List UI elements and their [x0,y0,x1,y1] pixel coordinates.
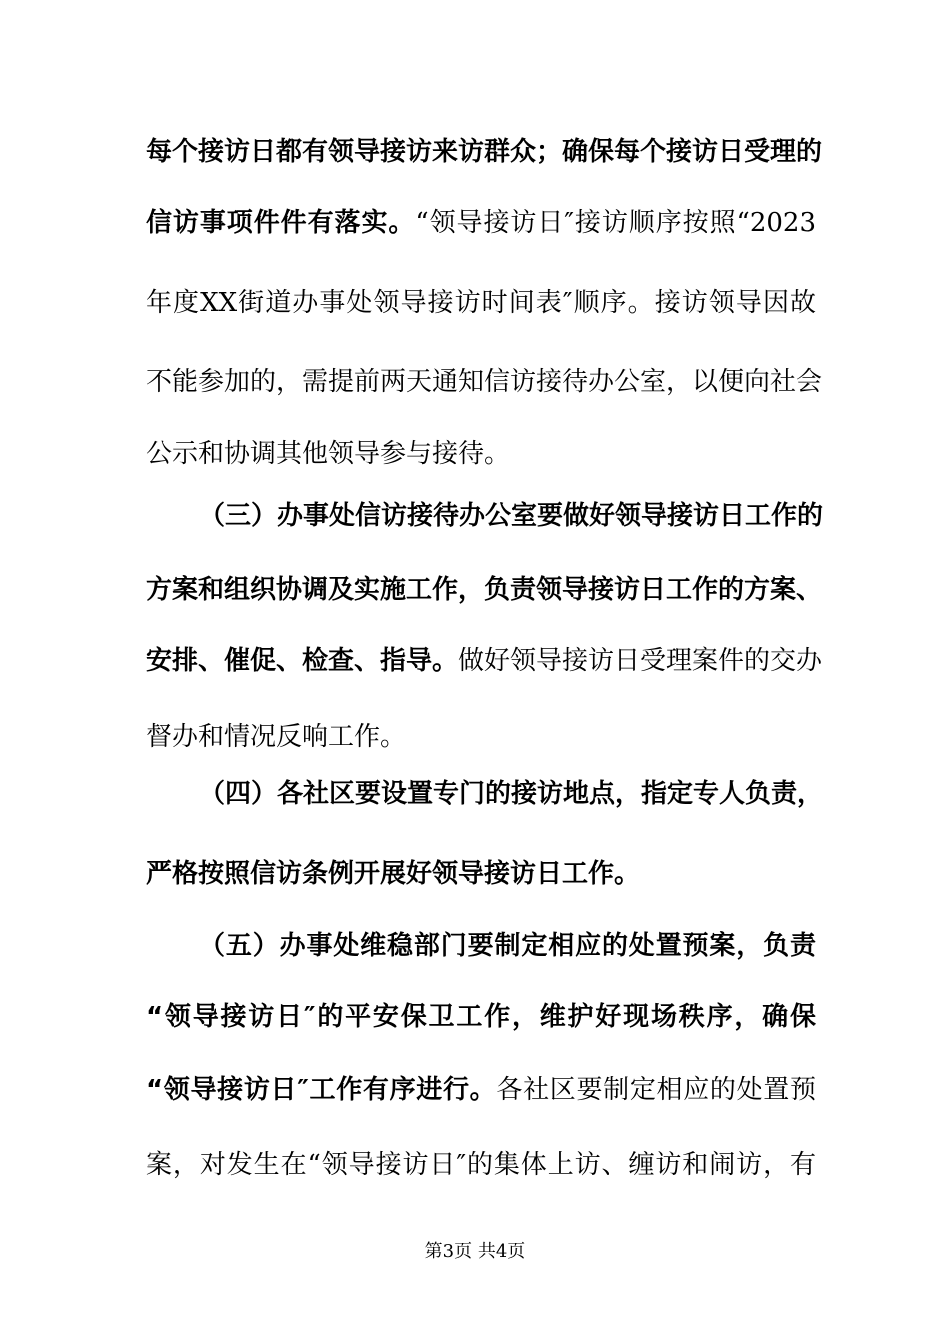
text-segment-bold: 安排、催促、检查、指导。 [146,646,459,676]
paragraph-line: 年度XX街道办事处领导接访时间表″顺序。接访领导因故 [146,288,816,318]
text-segment-bold: 信访事项件件有落实。 [146,208,416,238]
paragraph-line: 每个接访日都有领导接访来访群众；确保每个接访日受理的 [146,137,823,167]
paragraph-line: 不能参加的，需提前两天通知信访接待办公室，以便向社会 [146,367,823,397]
paragraph-line-indented: （五）办事处维稳部门要制定相应的处置预案，负责 [199,931,816,961]
text-segment-regular: 各社区要制定相应的处置预 [496,1075,816,1105]
paragraph-line-indented: （四）各社区要设置专门的接访地点，指定专人负责， [199,779,824,809]
paragraph-line: 公示和协调其他领导参与接待。 [146,439,511,469]
paragraph-line: 严格按照信访条例开展好领导接访日工作。 [146,859,641,889]
paragraph-line: 督办和情况反响工作。 [146,722,407,752]
paragraph-line [146,1070,816,1110]
page-number-footer: 第3页 共4页 [424,1241,526,1262]
paragraph-line-indented: （三）办事处信访接待办公室要做好领导接访日工作的 [199,501,824,531]
paragraph-line: 方案和组织协调及实施工作，负责领导接访日工作的方案、 [146,575,823,605]
paragraph-line: “领导接访日″的平安保卫工作，维护好现场秩序，确保 [146,1002,816,1032]
paragraph-line: 案，对发生在“领导接访日″的集体上访、缠访和闹访，有 [146,1150,816,1180]
text-segment-regular: “领导接访日″接访顺序按照“2023 [415,208,816,238]
paragraph-line [146,641,823,681]
paragraph-line [146,203,816,243]
text-segment-bold: “领导接访日″工作有序进行。 [146,1075,497,1105]
text-segment-regular: 做好领导接访日受理案件的交办 [458,646,823,676]
